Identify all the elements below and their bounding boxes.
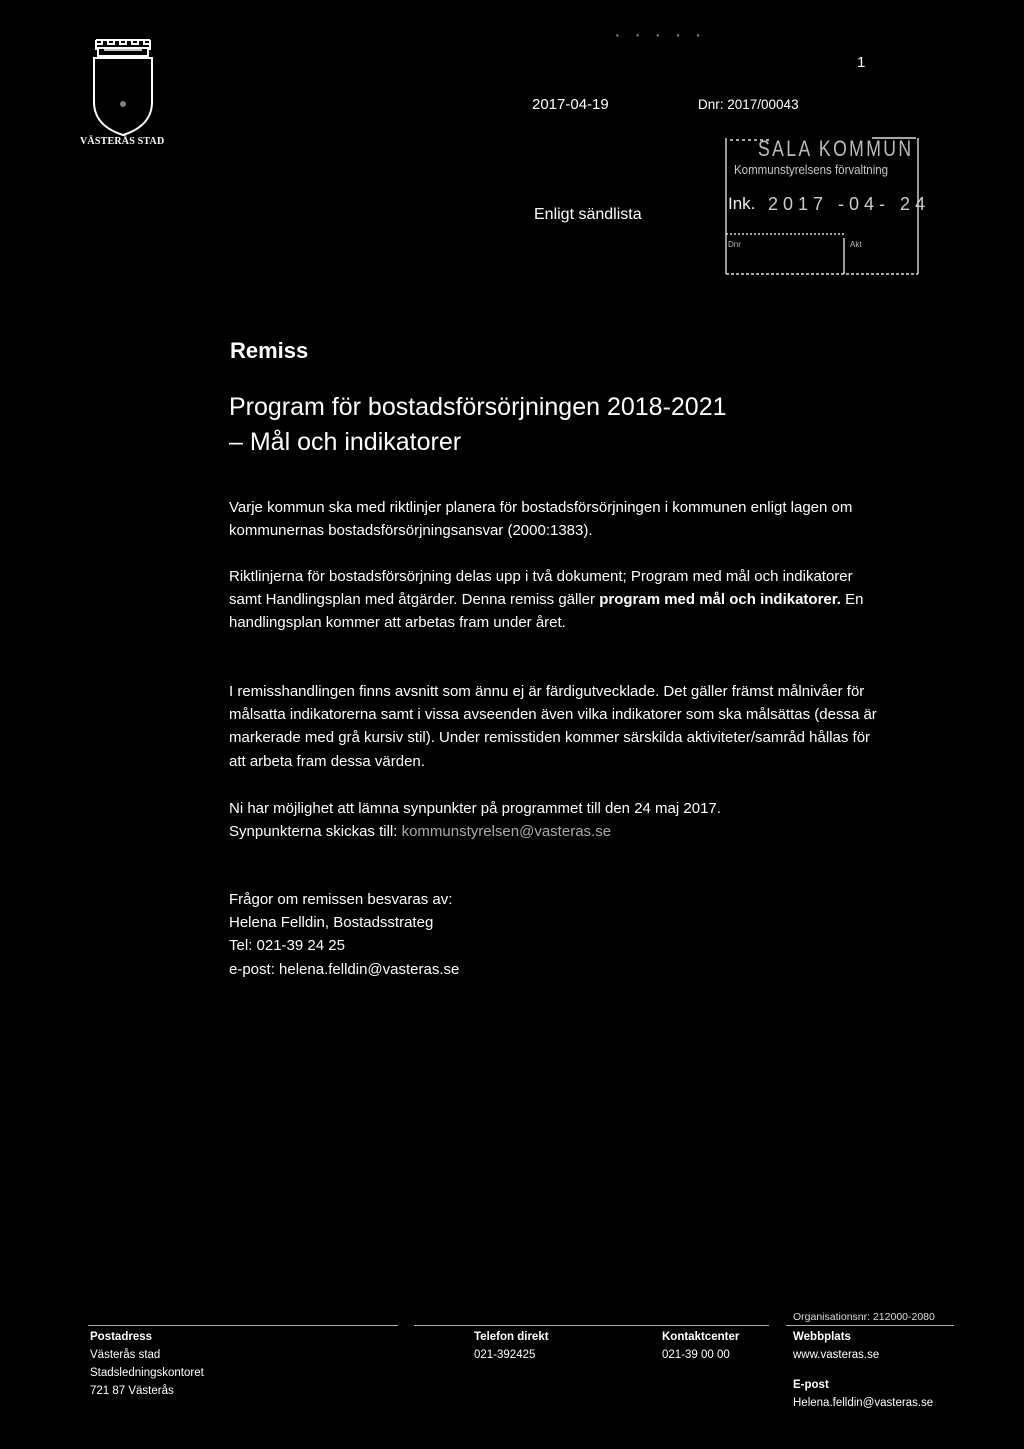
title-line-2: – Mål och indikatorer <box>229 428 462 456</box>
contact-email: e-post: helena.felldin@vasteras.se <box>229 960 460 978</box>
submit-prefix: Synpunkterna skickas till: <box>229 823 402 841</box>
document-heading: Remiss <box>230 338 309 363</box>
stamp-akt-label: Akt <box>850 240 862 249</box>
logo-name: VÄSTERÅS STAD <box>80 136 165 147</box>
document-date: 2017-04-19 <box>532 96 609 113</box>
epost-label: E-post <box>793 1379 829 1391</box>
stamp-department: Kommunstyrelsens förvaltning <box>734 163 889 177</box>
org-number: Organisationsnr: 212000-2080 <box>793 1311 935 1323</box>
page-number: 1 <box>857 54 866 71</box>
paragraph-documents <box>229 565 889 635</box>
stamp-ink-label: Ink. <box>728 194 756 213</box>
paragraph-documents-text-b: En handlingsplan kommer att arbetas fram under året. <box>229 591 864 632</box>
epost-link[interactable]: Helena.felldin@vasteras.se <box>793 1397 934 1409</box>
kontakt-label: Kontaktcenter <box>662 1331 740 1343</box>
top-reference-stamp: · · · · · <box>614 24 706 46</box>
footer-postadress <box>90 1328 204 1400</box>
contact-block <box>229 888 889 981</box>
submit-email-link[interactable]: kommunstyrelsen@vasteras.se <box>401 823 612 841</box>
contact-heading: Frågor om remissen besvaras av: <box>229 891 453 908</box>
postadress-line-3: 721 87 Västerås <box>90 1385 174 1397</box>
vasteras-coat-of-arms-logo <box>82 32 164 144</box>
footer-webb-epost <box>793 1328 933 1412</box>
deadline-line: Ni har möjlighet att lämna synpunkter på programmet till den 24 maj 2017. <box>229 800 721 817</box>
webb-label: Webbplats <box>793 1331 851 1343</box>
title-line-1: Program för bostadsförsörjningen 2018-2021 <box>229 393 727 421</box>
contact-phone: Tel: 021-39 24 25 <box>229 937 345 955</box>
paragraph-deadline <box>229 797 889 843</box>
stamp-dnr-label: Dnr <box>728 240 741 249</box>
stamp-ink-date: 2017 -04- 24 <box>768 194 931 214</box>
footer-kontaktcenter <box>662 1328 739 1364</box>
contact-name: Helena Felldin, Bostadsstrateg <box>229 914 434 932</box>
postadress-line-2: Stadsledningskontoret <box>90 1367 204 1379</box>
stamp-municipality: SALA KOMMUN <box>758 136 914 161</box>
paragraph-documents-bold: program med mål och indikatorer. <box>599 591 841 609</box>
recipient: Enligt sändlista <box>534 206 642 223</box>
paragraph-intro: Varje kommun ska med riktlinjer planera för bostadsförsörjningen i kommunen enligt lagen om kommunernas bostadsförsörjningsansvar (2000:1383). <box>229 499 853 540</box>
document-title <box>229 390 829 460</box>
footer-telefon <box>474 1328 549 1364</box>
kontakt-value: 021-39 00 00 <box>662 1349 730 1361</box>
telefon-value: 021-392425 <box>474 1349 536 1361</box>
telefon-label: Telefon direkt <box>474 1331 549 1343</box>
paragraph-remiss-notes: I remisshandlingen finns avsnitt som ännu ej är färdigutvecklade. Det gäller främst målnivåer för målsatta indikatorerna samt i vissa avseenden även vilka indikatorer som ska målsättas (dessa är markerade med grå kursiv stil). Under remisstiden kommer särskilda aktiviteter/samråd hållas för att arbeta fram dessa värden. <box>229 683 877 770</box>
document-dnr: Dnr: 2017/00043 <box>698 97 799 112</box>
footer-divider-1 <box>88 1325 398 1326</box>
footer-divider-3 <box>786 1325 954 1326</box>
paragraph-documents-text-a: Riktlinjerna för bostadsförsörjning delas upp i två dokument; Program med mål och indikatorer samt Handlingsplan med åtgärder. Denna remiss gäller <box>229 568 853 609</box>
postadress-line-1: Västerås stad <box>90 1349 161 1361</box>
postadress-label: Postadress <box>90 1331 153 1343</box>
webb-link[interactable]: www.vasteras.se <box>793 1349 880 1361</box>
footer-divider-2 <box>414 1325 769 1326</box>
